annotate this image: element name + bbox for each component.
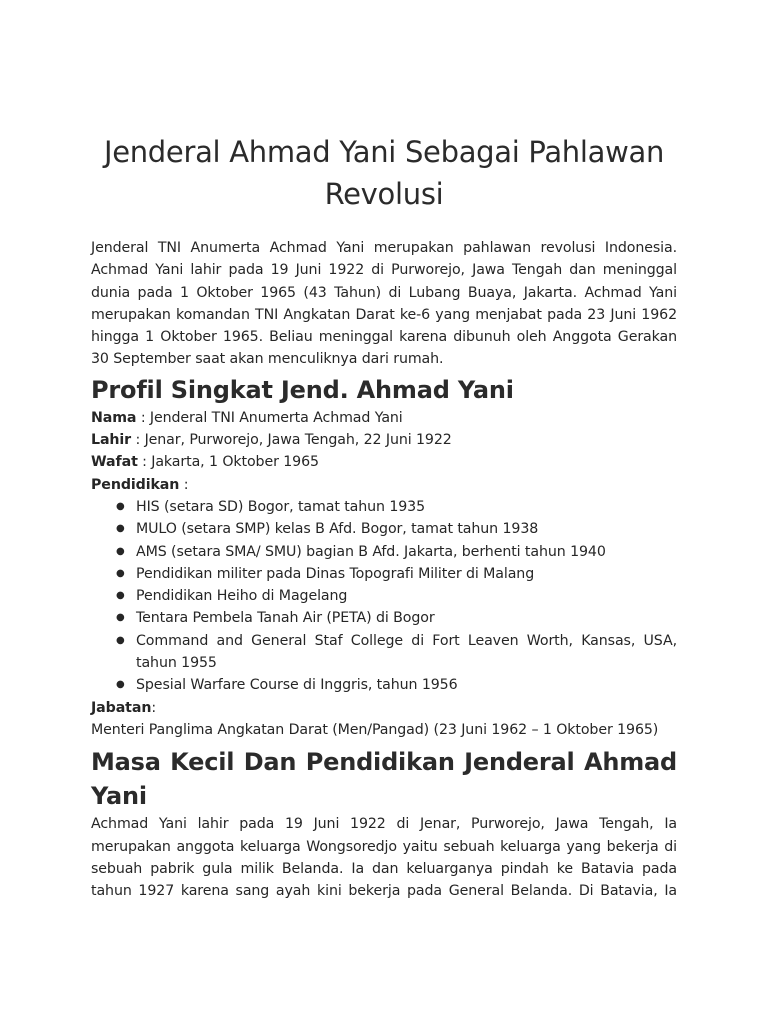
education-list bbox=[91, 496, 677, 697]
jabatan-label: Jabatan bbox=[91, 699, 152, 716]
education-item-text: Pendidikan militer pada Dinas Topografi Militer di Malang bbox=[136, 565, 535, 582]
education-item-text: Pendidikan Heiho di Magelang bbox=[136, 588, 348, 605]
bullet-icon: ● bbox=[116, 523, 125, 535]
wafat-value: : Jakarta, 1 Oktober 1965 bbox=[137, 454, 319, 471]
pendidikan-line bbox=[91, 474, 677, 496]
list-item bbox=[116, 630, 677, 675]
list-item bbox=[116, 563, 677, 585]
list-item bbox=[116, 496, 677, 518]
bullet-icon: ● bbox=[116, 679, 125, 691]
lahir-label: Lahir bbox=[91, 432, 132, 449]
bullet-icon: ● bbox=[116, 567, 125, 579]
childhood-heading: Masa Kecil Dan Pendidikan Jenderal Ahmad Yani bbox=[91, 748, 677, 811]
list-item bbox=[116, 541, 677, 563]
jabatan-suffix: : bbox=[151, 699, 157, 716]
bullet-icon: ● bbox=[116, 590, 125, 602]
lahir-line bbox=[91, 429, 677, 451]
bullet-icon: ● bbox=[116, 634, 125, 646]
education-item-text: MULO (setara SMP) kelas B Afd. Bogor, tamat tahun 1938 bbox=[136, 521, 539, 538]
bullet-icon: ● bbox=[116, 612, 125, 624]
list-item bbox=[116, 518, 677, 540]
education-item-text: AMS (setara SMA/ SMU) bagian B Afd. Jakarta, berhenti tahun 1940 bbox=[136, 543, 606, 560]
document-page bbox=[91, 0, 677, 902]
education-item-text: Tentara Pembela Tanah Air (PETA) di Bogor bbox=[136, 610, 435, 627]
page-title: Jenderal Ahmad Yani Sebagai Pahlawan Revolusi bbox=[103, 135, 665, 211]
bullet-icon: ● bbox=[116, 500, 125, 512]
lahir-value: : Jenar, Purworejo, Jawa Tengah, 22 Juni 1922 bbox=[131, 432, 452, 449]
list-item bbox=[116, 585, 677, 607]
list-item bbox=[116, 674, 677, 696]
education-item-text: Command and General Staf College di Fort Leaven Worth, Kansas, USA, tahun 1955 bbox=[136, 632, 677, 672]
nama-line bbox=[91, 407, 677, 429]
bullet-icon: ● bbox=[116, 545, 125, 557]
jabatan-value: Menteri Panglima Angkatan Darat (Men/Pangad) (23 Juni 1962 – 1 Oktober 1965) bbox=[91, 721, 659, 738]
nama-value: : Jenderal TNI Anumerta Achmad Yani bbox=[136, 409, 403, 426]
intro-paragraph: Jenderal TNI Anumerta Achmad Yani merupakan pahlawan revolusi Indonesia. Achmad Yani lahir pada 19 Juni 1922 di Purworejo, Jawa Tengah dan meninggal dunia pada 1 Oktober 1965 (43 Tahun) di Lubang Buaya, Jakarta. Achmad Yani merupakan komandan TNI Angkatan Darat ke-6 yang menjabat pada 23 Juni 1962 hingga 1 Oktober 1965. Beliau meninggal karena dibunuh oleh Anggota Gerakan 30 September saat akan menculiknya dari rumah. bbox=[91, 240, 677, 368]
list-item bbox=[116, 607, 677, 629]
childhood-paragraph: Achmad Yani lahir pada 19 Juni 1922 di Jenar, Purworejo, Jawa Tengah, Ia merupakan anggota keluarga Wongsoredjo yaitu sebuah keluarga yang bekerja di sebuah pabrik gula milik Belanda. Ia dan keluarganya pindah ke Batavia pada tahun 1927 karena sang ayah kini bekerja pada General Belanda. Di Batavia, Ia bbox=[91, 816, 677, 900]
nama-label: Nama bbox=[91, 409, 137, 426]
profile-heading: Profil Singkat Jend. Ahmad Yani bbox=[91, 375, 514, 404]
education-item-text: Spesial Warfare Course di Inggris, tahun 1956 bbox=[136, 677, 458, 694]
pendidikan-suffix: : bbox=[179, 476, 189, 493]
education-item-text: HIS (setara SD) Bogor, tamat tahun 1935 bbox=[136, 498, 426, 515]
wafat-line bbox=[91, 451, 677, 473]
wafat-label: Wafat bbox=[91, 454, 138, 471]
pendidikan-label: Pendidikan bbox=[91, 476, 180, 493]
jabatan-line bbox=[91, 697, 677, 719]
